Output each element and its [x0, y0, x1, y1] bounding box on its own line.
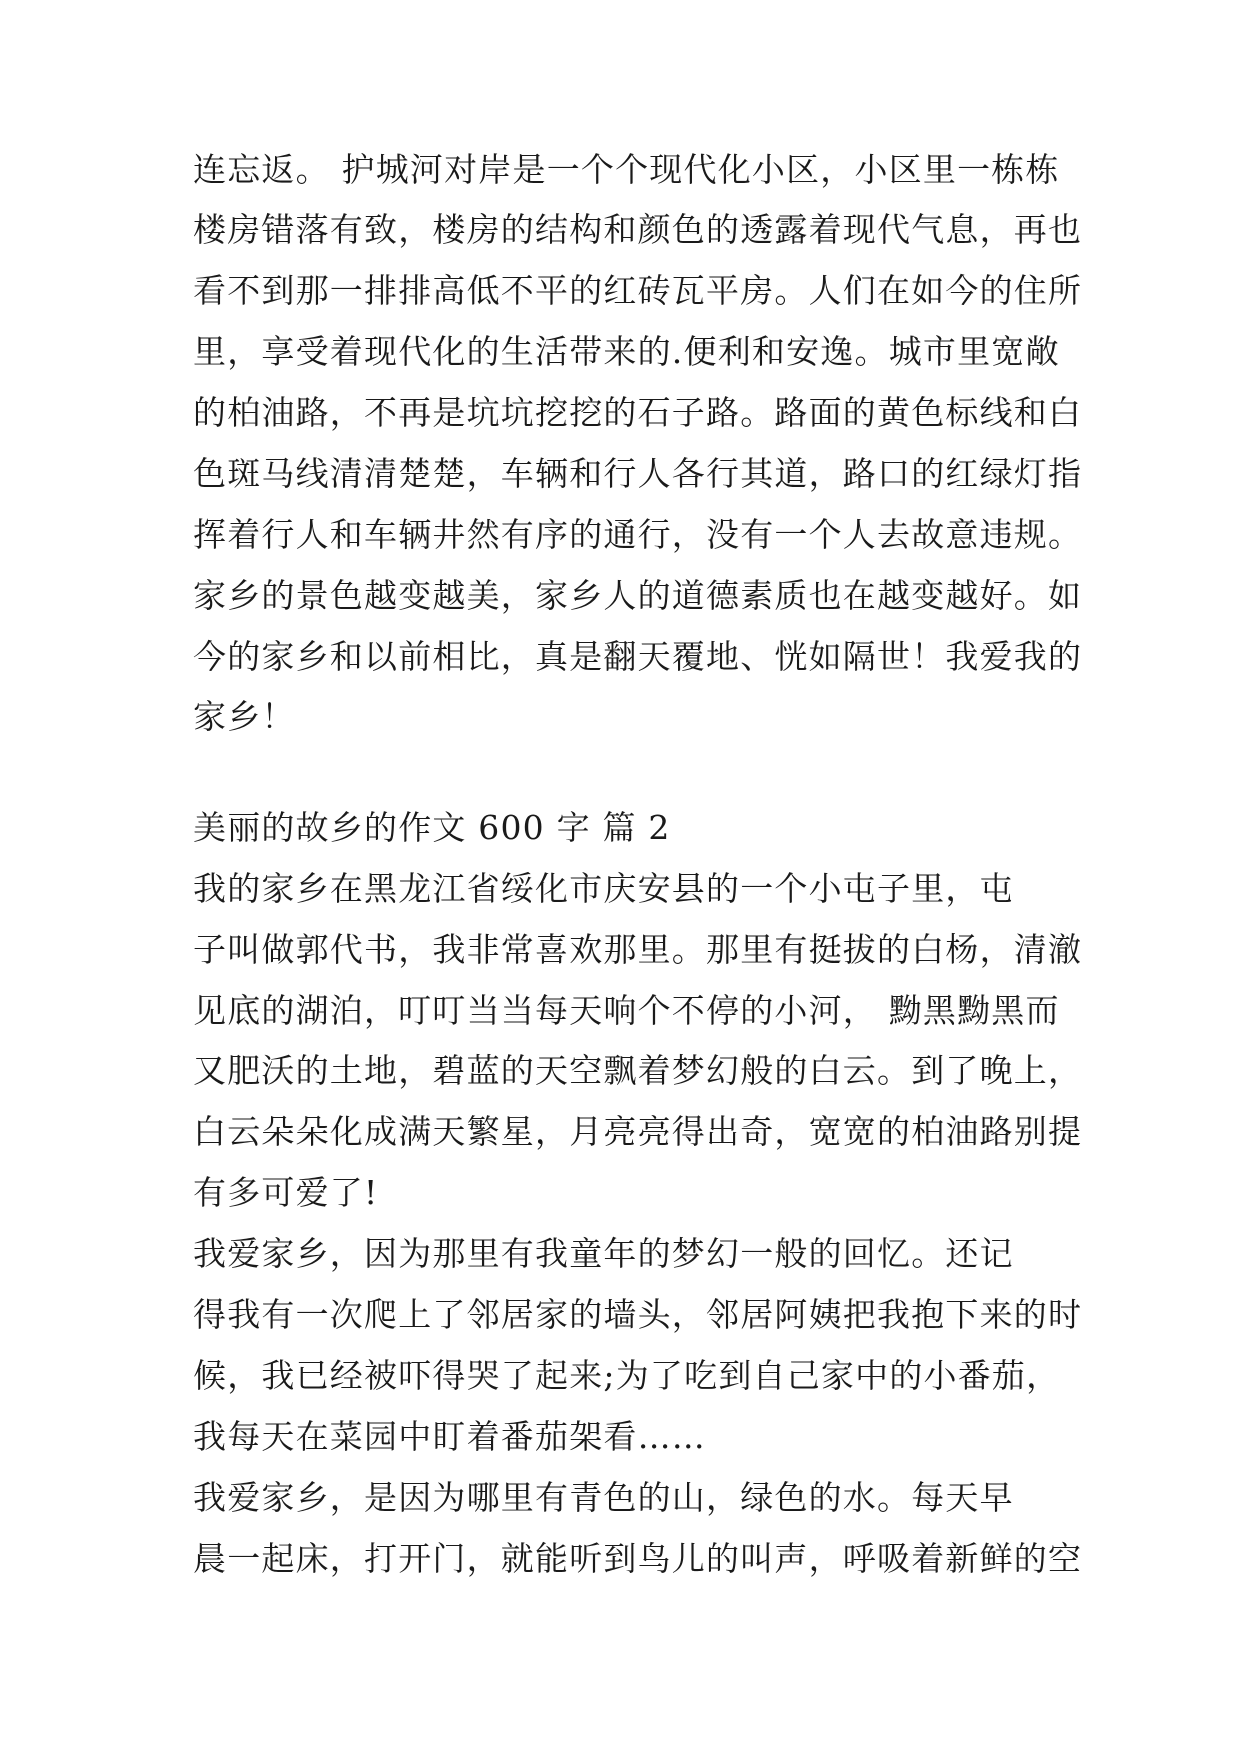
text-line: 又肥沃的土地，碧蓝的天空飘着梦幻般的白云。到了晚上， [193, 1051, 1083, 1090]
text-line: 见底的湖泊，叮叮当当每天响个不停的小河， 黝黑黝黑而 [193, 991, 1060, 1030]
text-line: 挥着行人和车辆井然有序的通行，没有一个人去故意违规。 [193, 515, 1083, 554]
text-line: 白云朵朵化成满天繁星，月亮亮得出奇，宽宽的柏油路别提 [193, 1112, 1083, 1151]
text-line: 晨一起床，打开门，就能听到鸟儿的叫声，呼吸着新鲜的空 [193, 1539, 1083, 1578]
text-line: 我每天在菜园中盯着番茄架看…… [193, 1417, 706, 1456]
text-line: 家乡！ [193, 697, 296, 736]
text-line: 家乡的景色越变越美，家乡人的道德素质也在越变越好。如 [193, 576, 1083, 615]
text-line: 得我有一次爬上了邻居家的墙头，邻居阿姨把我抱下来的时 [193, 1295, 1083, 1334]
text-line: 我爱家乡，因为那里有我童年的梦幻一般的回忆。还记 [193, 1234, 1014, 1273]
text-line: 的柏油路，不再是坑坑挖挖的石子路。路面的黄色标线和白 [193, 393, 1083, 432]
text-line: 里，享受着现代化的生活带来的.便利和安逸。城市里宽敞 [193, 332, 1060, 371]
text-line: 楼房错落有致，楼房的结构和颜色的透露着现代气息，再也 [193, 210, 1083, 249]
text-line: 看不到那一排排高低不平的红砖瓦平房。人们在如今的住所 [193, 271, 1083, 310]
text-line: 我的家乡在黑龙江省绥化市庆安县的一个小屯子里，屯 [193, 869, 1014, 908]
section-heading: 美丽的故乡的作文 600 字 篇 2 [193, 808, 671, 847]
text-line: 有多可爱了! [193, 1173, 379, 1212]
text-line: 候，我已经被吓得哭了起来;为了吃到自己家中的小番茄， [193, 1356, 1061, 1395]
text-line: 子叫做郭代书，我非常喜欢那里。那里有挺拔的白杨，清澈 [193, 930, 1083, 969]
text-line: 我爱家乡，是因为哪里有青色的山，绿色的水。每天早 [193, 1478, 1014, 1517]
text-line: 今的家乡和以前相比，真是翻天覆地、恍如隔世！我爱我的 [193, 637, 1083, 676]
text-line: 连忘返。 护城河对岸是一个个现代化小区，小区里一栋栋 [193, 150, 1060, 189]
text-line: 色斑马线清清楚楚，车辆和行人各行其道，路口的红绿灯指 [193, 454, 1083, 493]
